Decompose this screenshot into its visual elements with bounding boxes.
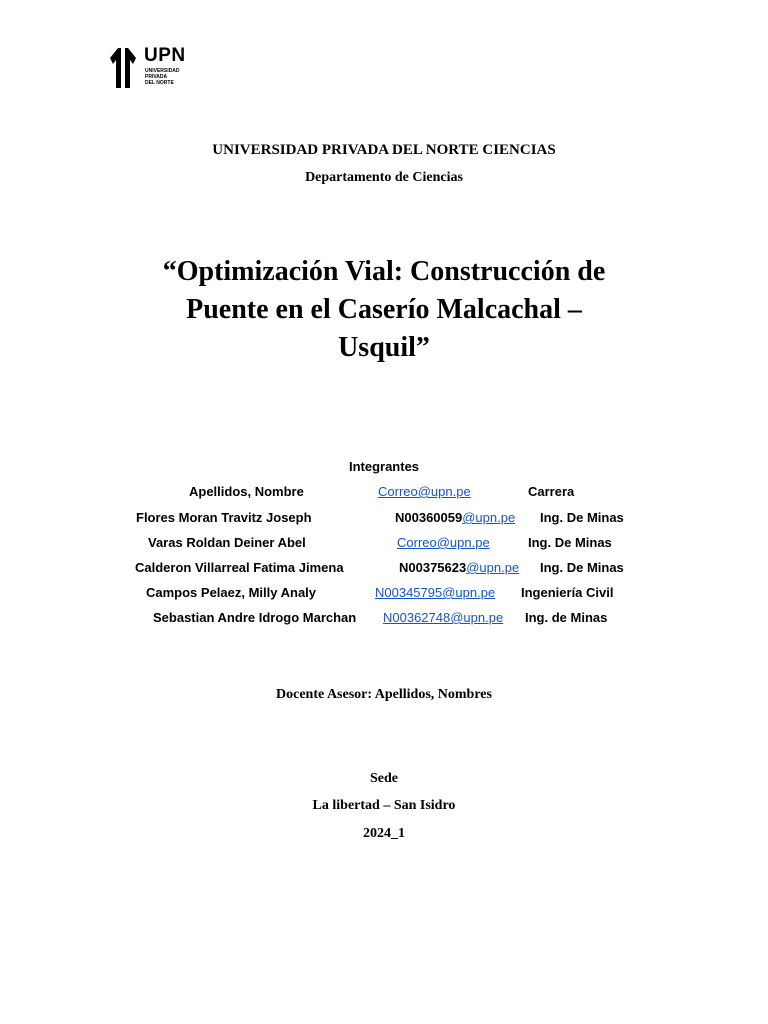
sede-location: La libertad – San Isidro xyxy=(312,798,456,813)
member-career: Ing. De Minas xyxy=(528,535,612,550)
member-name: Campos Pelaez, Milly Analy xyxy=(146,585,317,600)
member-email-link[interactable]: N00362748@upn.pe xyxy=(383,610,504,625)
member-career: Ing. De Minas xyxy=(540,510,624,525)
member-name: Varas Roldan Deiner Abel xyxy=(148,535,306,550)
advisor: Docente Asesor: Apellidos, Nombres xyxy=(276,687,492,702)
member-email-link[interactable]: @upn.pe xyxy=(462,510,516,525)
member-code: N00375623 xyxy=(399,560,467,575)
sede-label: Sede xyxy=(370,771,398,786)
column-header-email[interactable]: Correo@upn.pe xyxy=(378,484,471,499)
column-header-name: Apellidos, Nombre xyxy=(189,484,304,499)
members-heading: Integrantes xyxy=(348,459,420,474)
document-title xyxy=(0,253,768,367)
member-email-link[interactable]: N00345795@upn.pe xyxy=(375,585,496,600)
member-email-link[interactable]: @upn.pe xyxy=(466,560,520,575)
logo-subtitle: UNIVERSIDAD PRIVADA DEL NORTE xyxy=(145,68,180,86)
academic-period: 2024_1 xyxy=(363,826,405,841)
member-career: Ing. de Minas xyxy=(525,610,608,625)
upn-logo xyxy=(108,46,188,90)
member-career: Ingeniería Civil xyxy=(521,585,614,600)
member-name: Flores Moran Travitz Joseph xyxy=(136,510,312,525)
member-career: Ing. De Minas xyxy=(540,560,624,575)
member-code: N00360059 xyxy=(395,510,463,525)
member-name: Calderon Villarreal Fatima Jimena xyxy=(135,560,344,575)
department-name: Departamento de Ciencias xyxy=(305,170,463,185)
member-email xyxy=(399,560,519,575)
logo-wordmark: UPN xyxy=(144,45,186,66)
member-email xyxy=(395,510,515,525)
upn-logo-mark-icon xyxy=(108,46,142,90)
member-email-link[interactable]: Correo@upn.pe xyxy=(397,535,490,550)
column-header-career: Carrera xyxy=(528,484,575,499)
title-line-3: Usquil” xyxy=(338,332,430,363)
member-name: Sebastian Andre Idrogo Marchan xyxy=(153,610,357,625)
title-line-2: Puente en el Caserío Malcachal – xyxy=(186,294,582,325)
university-name: UNIVERSIDAD PRIVADA DEL NORTE CIENCIAS xyxy=(212,142,556,158)
title-line-1: “Optimización Vial: Construcción de xyxy=(162,256,606,287)
